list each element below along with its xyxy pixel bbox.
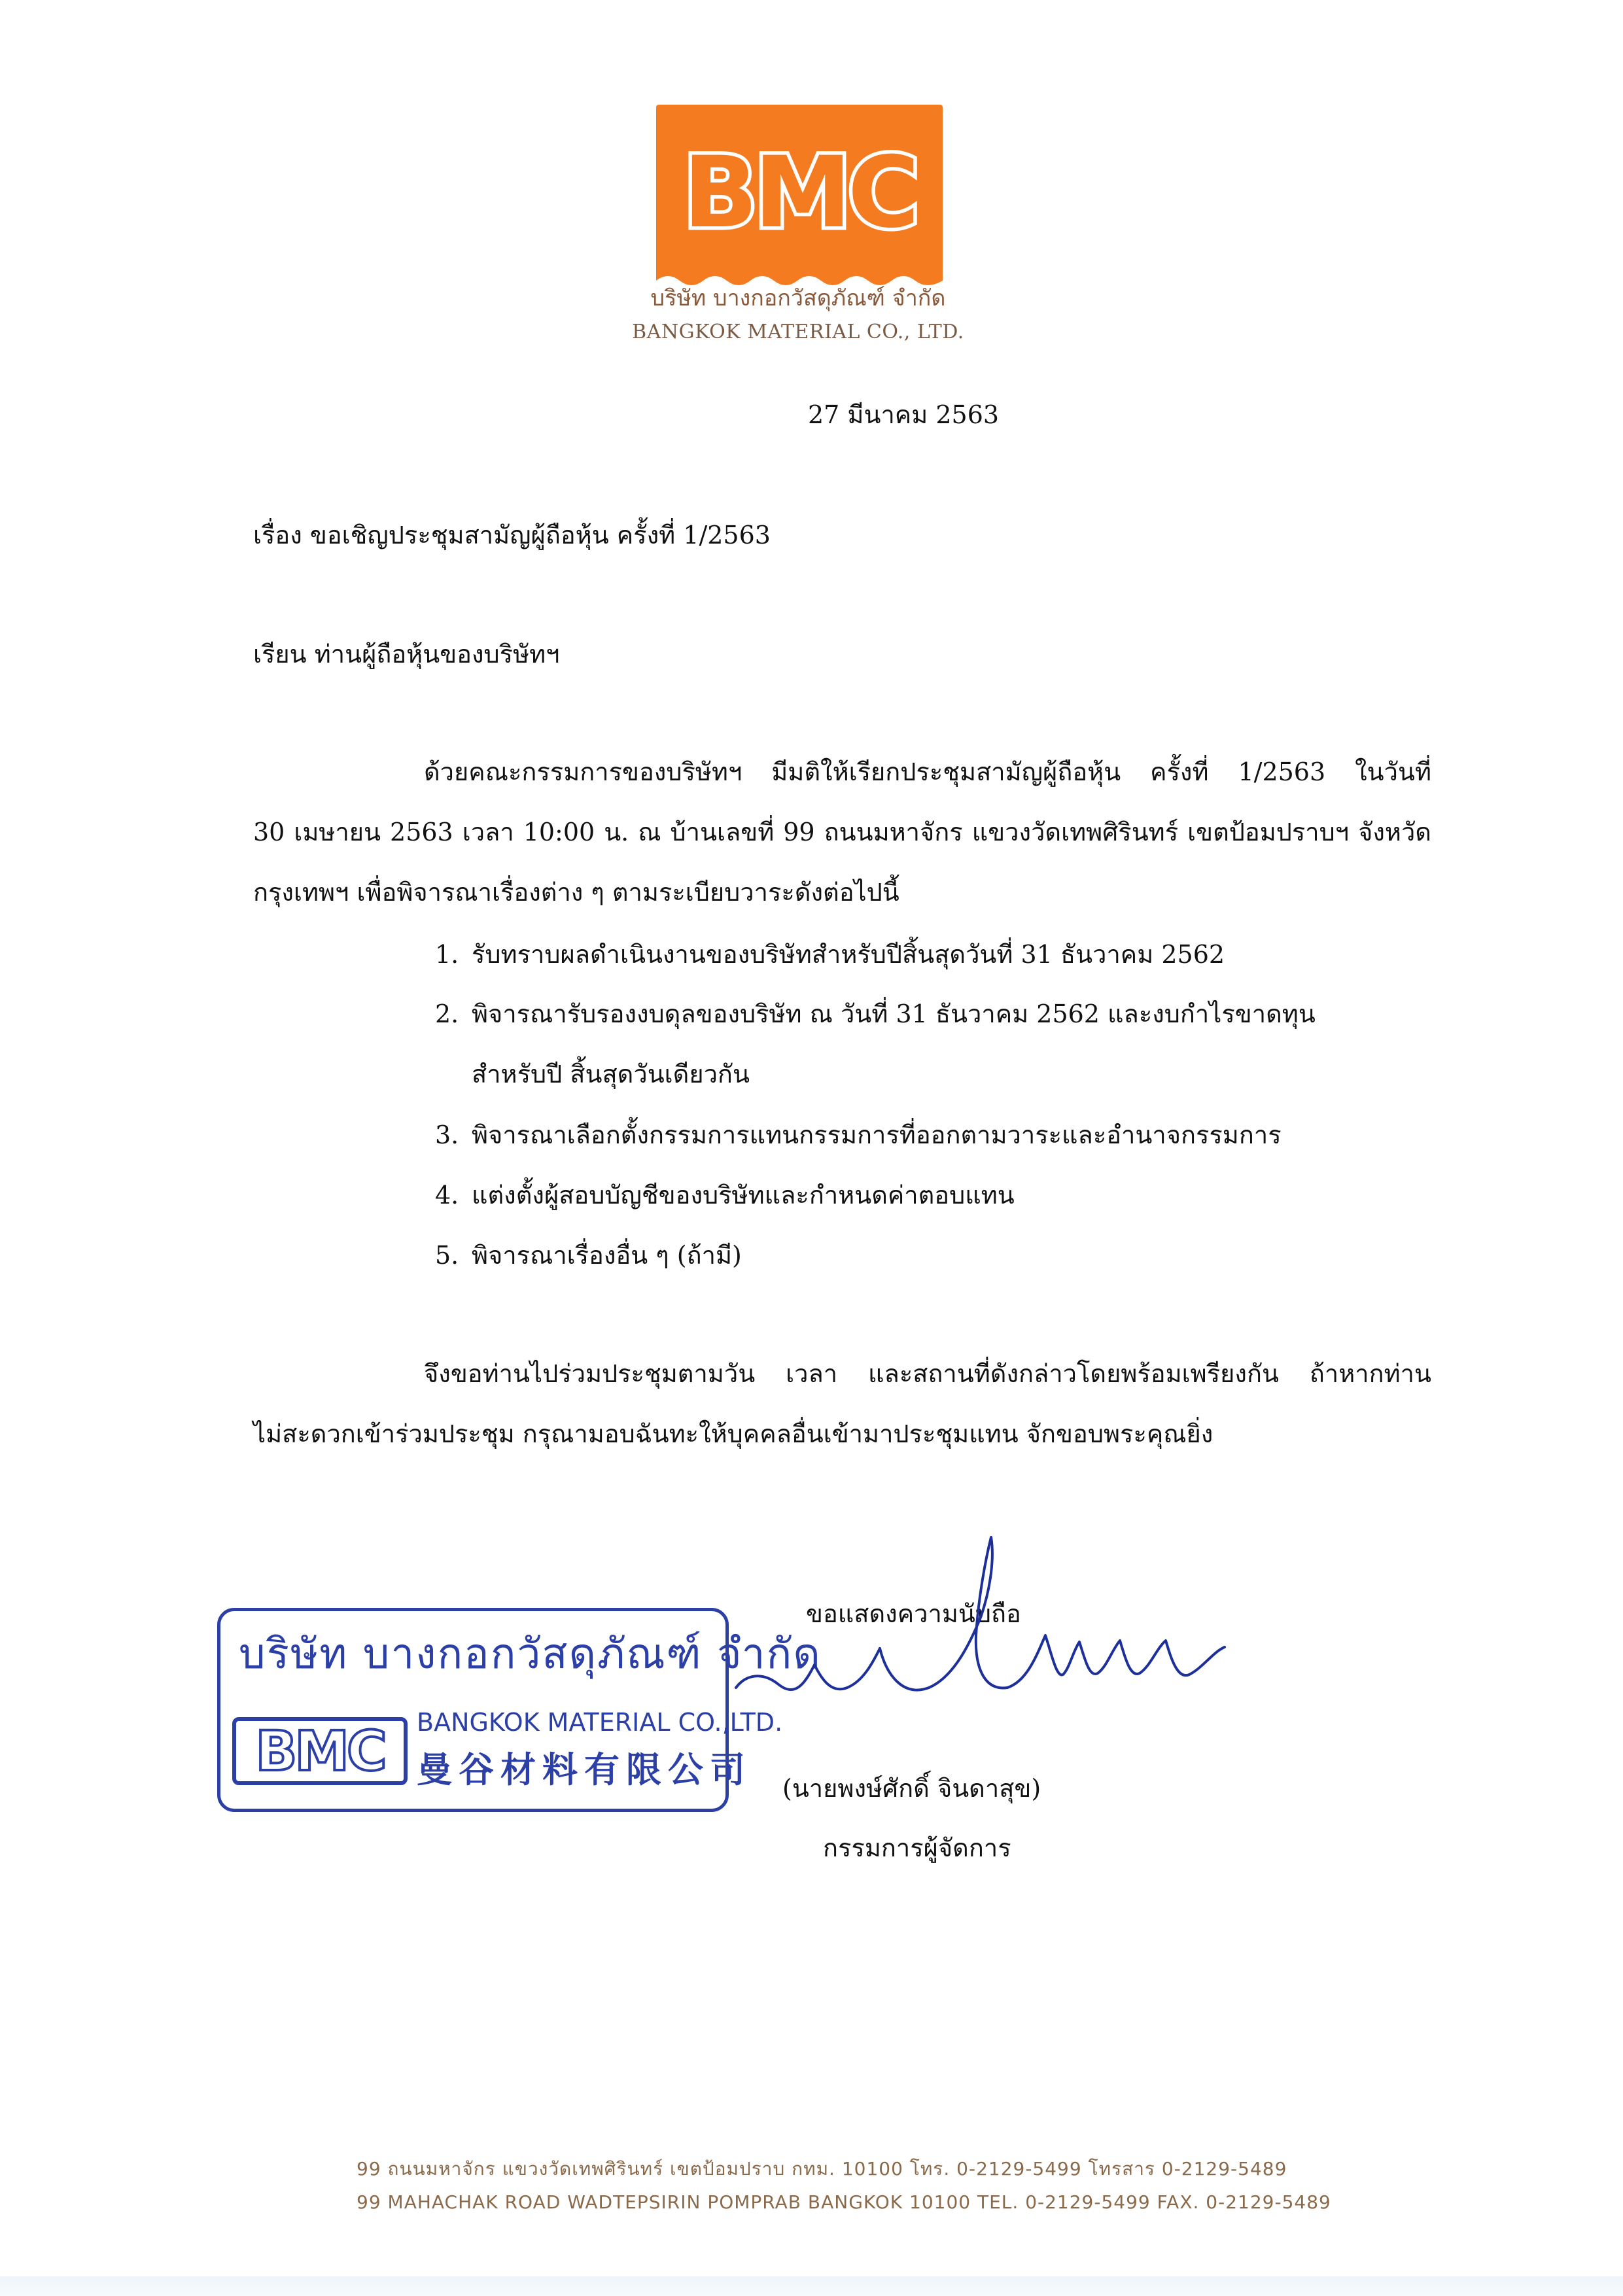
agenda-text: พิจารณาเลือกตั้งกรรมการแทนกรรมการที่ออกตามวาระและอำนาจกรรมการ bbox=[472, 1121, 1282, 1149]
stamp-company-english: BANGKOK MATERIAL CO.,LTD. bbox=[417, 1708, 783, 1737]
agenda-item bbox=[435, 1000, 1316, 1030]
stamp-company-thai: บริษัท บางกอกวัสดุภัณฑ์ จำกัด bbox=[239, 1630, 822, 1679]
body-paragraph-1-line-2: 30 เมษายน 2563 เวลา 10:00 น. ณ บ้านเลขที่ 99 ถนนมหาจักร แขวงวัดเทพศิรินทร์ เขตป้อมปราบฯ จังหวัด bbox=[253, 818, 1431, 846]
letter-subject: เรื่อง ขอเชิญประชุมสามัญผู้ถือหุ้น ครั้งที่ 1/2563 bbox=[253, 521, 771, 549]
agenda-number: 2. bbox=[435, 1000, 459, 1028]
agenda-item bbox=[435, 1241, 742, 1271]
handwritten-signature bbox=[733, 1524, 1295, 1740]
agenda-item bbox=[435, 940, 1225, 970]
agenda-number: 1. bbox=[435, 940, 459, 969]
agenda-item-continuation: สำหรับปี สิ้นสุดวันเดียวกัน bbox=[472, 1060, 750, 1088]
page-bottom-edge bbox=[0, 2276, 1623, 2296]
footer-address-english: 99 MAHACHAK ROAD WADTEPSIRIN POMPRAB BANGKOK 10100 TEL. 0-2129-5499 FAX. 0-2129-5489 bbox=[357, 2191, 1331, 2213]
agenda-text: พิจารณารับรองงบดุลของบริษัท ณ วันที่ 31 ธันวาคม 2562 และงบกำไรขาดทุน bbox=[472, 1000, 1316, 1028]
body-paragraph-2-line-2: ไม่สะดวกเข้าร่วมประชุม กรุณามอบฉันทะให้บุคคลอื่นเข้ามาประชุมแทน จักขอบพระคุณยิ่ง bbox=[253, 1419, 1213, 1448]
agenda-text: รับทราบผลดำเนินงานของบริษัทสำหรับปีสิ้นสุดวันที่ 31 ธันวาคม 2562 bbox=[472, 940, 1225, 969]
body-paragraph-2-line-1: จึงขอท่านไปร่วมประชุมตามวัน เวลา และสถานที่ดังกล่าวโดยพร้อมเพรียงกัน ถ้าหากท่าน bbox=[424, 1359, 1431, 1388]
company-logo bbox=[656, 105, 943, 289]
logo-text: BMC bbox=[683, 136, 916, 250]
closing-regards: ขอแสดงความนับถือ bbox=[806, 1599, 1021, 1628]
footer-address-thai: 99 ถนนมหาจักร แขวงวัดเทพศิรินทร์ เขตป้อมปราบ กทม. 10100 โทร. 0-2129-5499 โทรสาร 0-2129-5489 bbox=[357, 2158, 1287, 2180]
stamp-company-chinese: 曼谷材料有限公司 bbox=[417, 1748, 752, 1790]
body-paragraph-1-line-1: ด้วยคณะกรรมการของบริษัทฯ มีมติให้เรียกประชุมสามัญผู้ถือหุ้น ครั้งที่ 1/2563 ในวันที่ bbox=[424, 757, 1431, 786]
stamp-logo: BMC bbox=[232, 1717, 408, 1785]
company-stamp bbox=[217, 1608, 822, 1812]
agenda-number: 3. bbox=[435, 1121, 459, 1149]
signer-name: (นายพงษ์ศักดิ์ จินดาสุข) bbox=[782, 1774, 1041, 1803]
company-name-thai: บริษัท บางกอกวัสดุภัณฑ์ จำกัด bbox=[650, 285, 946, 311]
letter-salutation: เรียน ท่านผู้ถือหุ้นของบริษัทฯ bbox=[253, 640, 560, 669]
company-name-english: BANGKOK MATERIAL CO., LTD. bbox=[632, 321, 964, 343]
agenda-item bbox=[435, 1121, 1282, 1151]
signer-title: กรรมการผู้จัดการ bbox=[823, 1834, 1011, 1862]
agenda-text: พิจารณาเรื่องอื่น ๆ (ถ้ามี) bbox=[472, 1241, 742, 1270]
agenda-item bbox=[435, 1181, 1015, 1211]
agenda-number: 4. bbox=[435, 1181, 459, 1209]
letter-date: 27 มีนาคม 2563 bbox=[808, 400, 1000, 429]
agenda-text: แต่งตั้งผู้สอบบัญชีของบริษัทและกำหนดค่าตอบแทน bbox=[472, 1181, 1015, 1209]
agenda-number: 5. bbox=[435, 1241, 459, 1270]
body-paragraph-1-line-3: กรุงเทพฯ เพื่อพิจารณาเรื่องต่าง ๆ ตามระเบียบวาระดังต่อไปนี้ bbox=[253, 878, 899, 907]
